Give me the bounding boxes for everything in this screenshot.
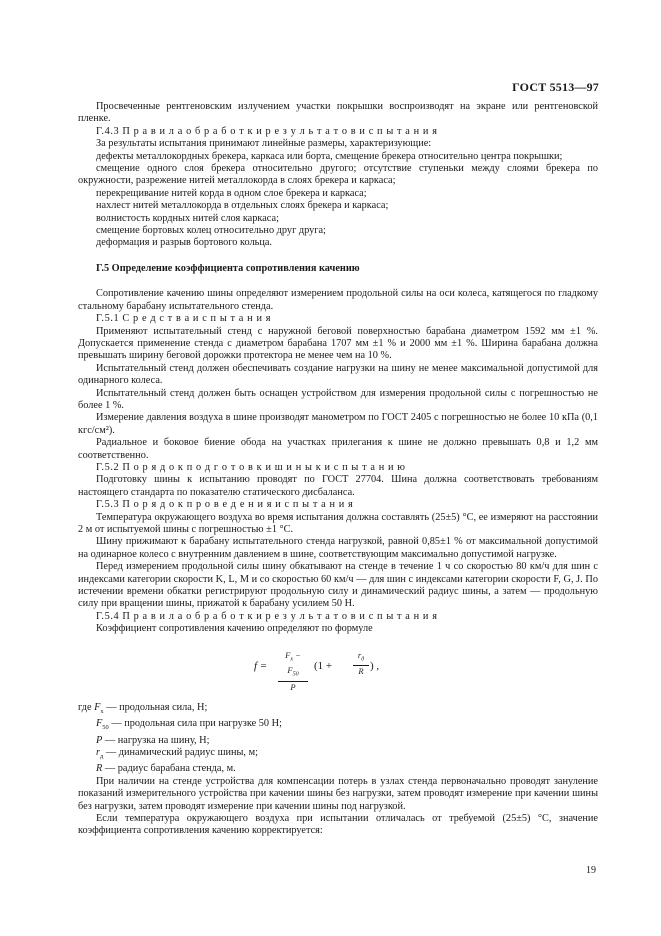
fraction-numerator: $r_д$ bbox=[353, 650, 369, 667]
paragraph: Температура окружающего воздуха во время испытания должна составлять (25±5) °С, ее измеряют на расстоянии 2 м от испытуемой шины с погрешностью ±1 °С. bbox=[78, 511, 598, 535]
list-item: смещение одного слоя брекера относительно другого; отсутствие ступеньки между слоями брекера по окружности, разрежение нитей металлокорда в слоях брекера и каркаса; bbox=[78, 163, 598, 187]
standard-header: ГОСТ 5513—97 bbox=[512, 80, 599, 94]
formula-lhs: f = bbox=[254, 659, 268, 672]
list-item: перекрещивание нитей корда в одном слое брекера и каркаса; bbox=[96, 187, 367, 199]
definition-item: где $F_x$ — продольная сила, Н; bbox=[78, 701, 208, 715]
formula-fraction-radius bbox=[353, 650, 369, 678]
fraction-denominator: R bbox=[358, 666, 364, 677]
paragraph: Испытательный стенд должен быть оснащен устройством для измерения продольной силы с погрешностью не более 1 %. bbox=[78, 387, 598, 411]
list-item: смещение бортовых колец относительно друг друга; bbox=[96, 225, 326, 237]
page-content bbox=[78, 101, 598, 838]
page-number: 19 bbox=[586, 865, 596, 876]
section-title: Г.5 Определение коэффициента сопротивления качению bbox=[96, 262, 360, 274]
paragraph: Если температура окружающего воздуха при испытании отличалась от требуемой (25±5) °С, значение коэффициента сопротивления качению корректируется: bbox=[78, 813, 598, 837]
paragraph: Применяют испытательный стенд с наружной беговой поверхностью барабана диаметром 1592 мм ±1 %. Допускается применение стенда с диаметром барабана 1707 мм ±1 % и 2000 мм ±1 %. Ширина барабана должна превышать ширину беговой дорожки протектора не менее чем на 10 %. bbox=[78, 325, 598, 362]
paragraph: Перед измерением продольной силы шину обкатывают на стенде в течение 1 ч со скоростью 80 км/ч для шин с индексами категории скорости K, L, M и со скоростью 60 км/ч — для шин с индексами категории скорости F, G, J. По истечении времени обкатки регистрируют продольную силу и динамический радиус шины, а затем — продольную силу при вращении шины, прижатой к барабану усилием 50 Н. bbox=[78, 561, 598, 610]
definition-item: $F_{50}$ — продольная сила при нагрузке 50 Н; bbox=[96, 718, 282, 732]
subsection-heading: Г.5.2 П о р я д о к п о д г о т о в к и ш и н ы к и с п ы т а н и ю bbox=[96, 461, 406, 473]
list-item: дефекты металлокордных брекера, каркаса или борта, смещение брекера относительно центра покрышки; bbox=[96, 150, 563, 162]
subsection-heading: Г.5.4 П р а в и л а о б р а б о т к и р е з у л ь т а т о в и с п ы т а н и я bbox=[96, 610, 438, 622]
formula-paren-open: (1 + bbox=[314, 659, 333, 672]
paragraph: Радиальное и боковое биение обода на участках прилегания к шине не должно превышать 0,8 и 1,2 мм соответственно. bbox=[78, 437, 598, 461]
paragraph: Подготовку шины к испытанию проводят по ГОСТ 27704. Шина должна соответствовать требованиям настоящего стандарта по показателю статического дисбаланса. bbox=[78, 474, 598, 498]
paragraph: Шину прижимают к барабану испытательного стенда нагрузкой, равной 0,85±1 % от максимальной допустимой на одинарное колесо с внутренним давлением в шине, соответствующим максимально допустимой нагрузке. bbox=[78, 536, 598, 560]
formula-paren-close: ) , bbox=[370, 659, 380, 672]
paragraph: Просвеченные рентгеновским излучением участки покрышки воспроизводят на экране или рентгеновской пленке. bbox=[78, 101, 598, 125]
subsection-heading: Г.5.3 П о р я д о к п р о в е д е н и я и с п ы т а н и я bbox=[96, 499, 354, 511]
rolling-resistance-formula bbox=[78, 648, 598, 693]
paragraph: За результаты испытания принимают линейные размеры, характеризующие: bbox=[96, 138, 432, 150]
list-item: деформация и разрыв бортового кольца. bbox=[96, 237, 272, 249]
paragraph: Измерение давления воздуха в шине производят манометром по ГОСТ 2405 с погрешностью не более 10 кПа (0,1 кгс/см²). bbox=[78, 412, 598, 436]
definition-item: R — радиус барабана стенда, м. bbox=[96, 763, 236, 775]
definition-item: P — нагрузка на шину, Н; bbox=[96, 734, 210, 746]
paragraph: Сопротивление качению шины определяют измерением продольной силы на оси колеса, катящегося по гладкому стальному барабану испытательного стенда. bbox=[78, 288, 598, 312]
subsection-heading: Г.5.1 С р е д с т в а и с п ы т а н и я bbox=[96, 313, 272, 325]
paragraph: Испытательный стенд должен обеспечивать создание нагрузки на шину не менее максимальной допустимой для одинарного колеса. bbox=[78, 362, 598, 387]
formula-fraction-force bbox=[278, 650, 308, 693]
paragraph: Коэффициент сопротивления качению определяют по формуле bbox=[96, 623, 373, 635]
fraction-numerator: $F_x - F_{50}$ bbox=[278, 650, 308, 682]
fraction-denominator: P bbox=[290, 682, 296, 693]
subsection-heading: Г.4.3 П р а в и л а о б р а б о т к и р е з у л ь т а т о в и с п ы т а н и я bbox=[96, 125, 438, 137]
paragraph: При наличии на стенде устройства для компенсации потерь в узлах стенда первоначально проводят зануление показаний измерительного устройства при качении шины без нагрузки, затем проводят измерение при качении шины без нагрузки, затем проводят измерение при качении шины под нагрузкой. bbox=[78, 775, 598, 812]
formula-definitions bbox=[78, 702, 598, 776]
list-item: волнистость кордных нитей слоя каркаса; bbox=[96, 212, 279, 224]
definition-item: $r_д$ — динамический радиус шины, м; bbox=[96, 746, 258, 761]
list-item: нахлест нитей металлокорда в отдельных слоях брекера и каркаса; bbox=[96, 200, 389, 212]
